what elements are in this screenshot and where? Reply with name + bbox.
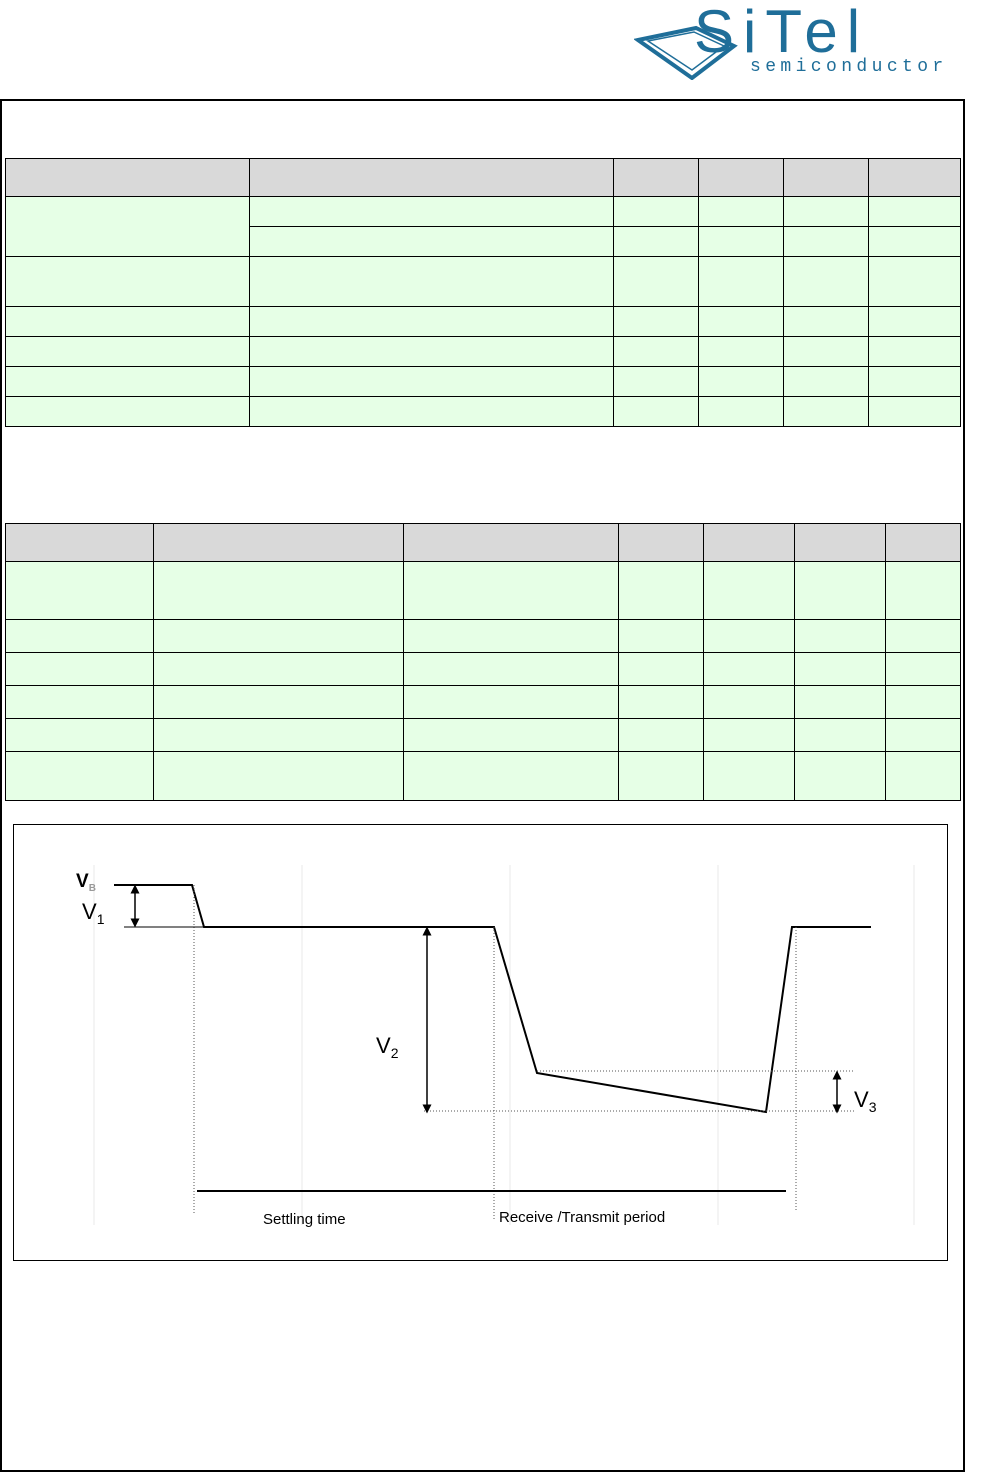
table-cell — [704, 752, 795, 801]
table-row — [6, 367, 961, 397]
table-cell — [795, 686, 886, 719]
table-row — [6, 257, 961, 307]
table-cell — [154, 719, 404, 752]
table-cell — [6, 752, 154, 801]
table-cell — [784, 227, 869, 257]
table-cell — [614, 307, 699, 337]
table-cell — [619, 562, 704, 620]
table-cell — [6, 367, 250, 397]
table-cell — [784, 307, 869, 337]
v1-label: $V_1$ — [82, 899, 105, 927]
table-header-cell — [619, 524, 704, 562]
table-cell — [614, 197, 699, 227]
sitel-logo — [634, 0, 994, 90]
table-cell — [886, 719, 961, 752]
table-cell — [404, 620, 619, 653]
table-cell — [614, 397, 699, 427]
table-cell — [784, 257, 869, 307]
table-cell — [784, 367, 869, 397]
table-cell — [614, 337, 699, 367]
waveform-figure — [13, 824, 948, 1261]
table-header-cell — [250, 159, 614, 197]
table-cell — [784, 337, 869, 367]
vb-label: $V_B$ — [76, 871, 96, 894]
table-header-row — [6, 159, 961, 197]
table-row — [6, 397, 961, 427]
table-cell — [704, 562, 795, 620]
waveform-diagram — [14, 825, 947, 1260]
table-row — [6, 337, 961, 367]
table-cell — [404, 686, 619, 719]
table-cell — [250, 307, 614, 337]
table-cell — [699, 227, 784, 257]
table-cell — [869, 367, 961, 397]
table-cell — [704, 653, 795, 686]
table-header-cell — [699, 159, 784, 197]
table-header-cell — [614, 159, 699, 197]
table-header-cell — [869, 159, 961, 197]
table-cell — [154, 562, 404, 620]
dotted-guides — [194, 885, 854, 1220]
table-cell — [250, 397, 614, 427]
table-cell — [795, 719, 886, 752]
table-cell — [6, 307, 250, 337]
table-row — [6, 307, 961, 337]
table-cell — [704, 620, 795, 653]
table-row — [6, 653, 961, 686]
table-row — [6, 686, 961, 719]
table-cell — [619, 686, 704, 719]
table-cell — [6, 653, 154, 686]
table-cell — [869, 257, 961, 307]
table-header-cell — [404, 524, 619, 562]
table-header-cell — [6, 524, 154, 562]
table-cell — [886, 752, 961, 801]
table-header-cell — [784, 159, 869, 197]
table-cell — [619, 752, 704, 801]
table-header-cell — [154, 524, 404, 562]
receive-transmit-label: Receive /Transmit period — [499, 1209, 666, 1226]
table-cell — [699, 307, 784, 337]
table-cell — [886, 620, 961, 653]
table-cell — [404, 719, 619, 752]
table-cell — [614, 227, 699, 257]
spec-table-2 — [5, 523, 961, 801]
table-cell — [699, 197, 784, 227]
table-cell — [250, 197, 614, 227]
table-cell — [6, 562, 154, 620]
table-row — [6, 620, 961, 653]
table-cell — [704, 719, 795, 752]
table-row — [6, 562, 961, 620]
spec-table-1 — [5, 158, 961, 427]
table-cell — [404, 562, 619, 620]
table-header-cell — [6, 159, 250, 197]
table-header-cell — [795, 524, 886, 562]
table-cell — [619, 653, 704, 686]
table-cell — [6, 686, 154, 719]
table-cell — [869, 227, 961, 257]
table-header-row — [6, 524, 961, 562]
table-cell — [404, 752, 619, 801]
table-cell — [699, 397, 784, 427]
table-cell — [869, 197, 961, 227]
table-cell — [699, 257, 784, 307]
table-cell — [250, 337, 614, 367]
table-cell — [699, 367, 784, 397]
table-cell — [6, 719, 154, 752]
table-header-cell — [704, 524, 795, 562]
table-cell — [784, 397, 869, 427]
table-row — [6, 197, 961, 227]
table-cell — [886, 686, 961, 719]
table-cell — [795, 653, 886, 686]
table-cell — [869, 397, 961, 427]
table-cell — [886, 653, 961, 686]
table-cell — [154, 620, 404, 653]
table-cell — [154, 752, 404, 801]
table-cell — [869, 337, 961, 367]
table-header-cell — [886, 524, 961, 562]
table-cell — [795, 620, 886, 653]
table-cell — [795, 752, 886, 801]
table-cell — [250, 367, 614, 397]
table-cell — [250, 257, 614, 307]
table-cell — [886, 562, 961, 620]
logo-tagline: semiconductor — [750, 57, 948, 77]
table-cell — [6, 397, 250, 427]
table-cell — [6, 337, 250, 367]
voltage-waveform — [114, 885, 871, 1112]
logo-brand: SiTel — [694, 0, 870, 65]
v3-label: $V_3$ — [854, 1087, 877, 1115]
table-cell — [154, 686, 404, 719]
settling-time-label: Settling time — [263, 1211, 346, 1228]
table-cell — [404, 653, 619, 686]
table-cell — [6, 620, 154, 653]
table-cell — [614, 257, 699, 307]
table-row — [6, 719, 961, 752]
table-cell — [250, 227, 614, 257]
table-row — [6, 752, 961, 801]
v2-label: $V_2$ — [376, 1033, 399, 1061]
table-cell — [6, 197, 250, 257]
table-cell — [619, 620, 704, 653]
table-cell — [869, 307, 961, 337]
table-cell — [699, 337, 784, 367]
table-cell — [614, 367, 699, 397]
table-cell — [784, 197, 869, 227]
table-cell — [154, 653, 404, 686]
table-cell — [619, 719, 704, 752]
background-gridlines — [94, 865, 914, 1225]
table-cell — [6, 257, 250, 307]
table-cell — [704, 686, 795, 719]
table-cell — [795, 562, 886, 620]
